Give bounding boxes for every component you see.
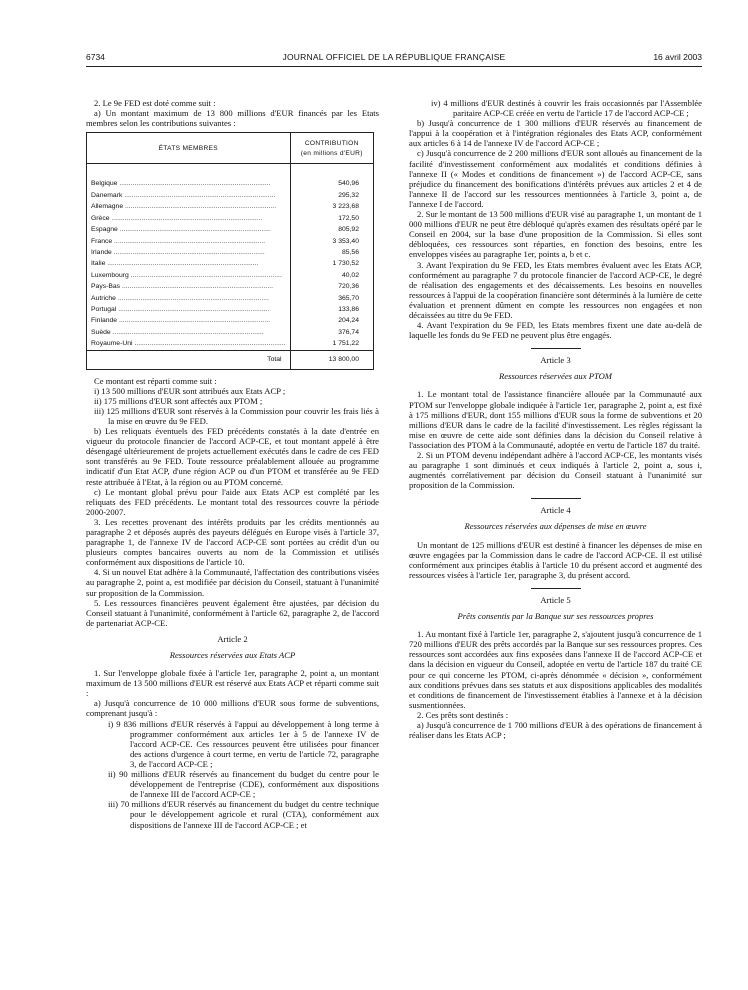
contribution-value: 720,36 (290, 281, 373, 292)
state-cell (87, 315, 291, 326)
leader-dots: ................................................................................ (116, 305, 270, 313)
state-cell (87, 190, 291, 201)
table-row (87, 281, 374, 292)
paragraph: b) Jusqu'à concurrence de 1 300 millions d'EUR réservés au financement de l'appui à la coopération et à l'intégration régionales des Etats ACP, conformément aux articles 6 à 14 de l'annexe IV de l'accord ACP-CE ; (409, 118, 702, 149)
state-name: Suède (91, 328, 111, 336)
leader-dots: ................................................................................ (111, 248, 265, 256)
paragraph: 2. Si un PTOM devenu indépendant adhère à l'accord ACP-CE, les montants visés au paragraphe 1 sont diminués et ceux indiqués à l'article 2, point a, sous i, augmentés corrélativement par décision du Conseil statuant à l'unanimité sur proposition de la Commission. (409, 450, 702, 491)
table-header-states: ÉTATS MEMBRES (87, 133, 291, 164)
contribution-value: 172,50 (290, 213, 373, 224)
contribution-value: 3 353,40 (290, 236, 373, 247)
state-name: Portugal (91, 305, 117, 313)
section-divider (531, 498, 581, 499)
article-heading: Article 5 (540, 594, 571, 605)
paragraph: c) Le montant global prévu pour l'aide aux Etats ACP est complété par les reliquats des FED précédents. Le montant total des ressources couvre la période 2000-2007. (86, 486, 379, 517)
list-item: iii) 125 millions d'EUR sont réservés à la Commission pour couvrir les frais liés à la mise en œuvre du 9e FED. (94, 405, 379, 426)
table-row (87, 304, 374, 315)
article-title: Ressources réservées aux dépenses de mise en œuvre (464, 521, 647, 532)
table-body (87, 164, 374, 350)
paragraph: 1. Le montant total de l'assistance financière allouée par la Communauté aux PTOM sur l'enveloppe globale indiquée à l'article 1er, paragraphe 2, point a, est fixé à 175 millions d'EUR, dont 155 millions d'EUR sous la forme de subventions et 20 millions d'EUR dans le cadre de la facilité d'investissement. Les règles régissant la mise en œuvre de cette aide sont définies dans la décision du Conseil relative à l'association des PTOM à la Communauté, adoptée en vertu de l'article 187 du traité. (409, 389, 702, 450)
state-name: Luxembourg (91, 271, 129, 279)
paragraph: b) Les reliquats éventuels des FED précédents constatés à la date d'entrée en vigueur du protocole financier de l'accord ACP-CE, et tout montant appelé à être désengagé ultérieurement de projets actuellement exécutés dans le cadre de ces FED sont transférés au 9e FED. Toute ressource préalablement allouée au programme indicatif d'un Etat ACP, d'une région ACP ou d'un PTOM et transférée au 9e FED reste attribuée à l'Etat, à la région ou au PTOM concerné. (86, 426, 379, 487)
section-divider (531, 348, 581, 349)
list-item: ii) 175 millions d'EUR sont affectés aux PTOM ; (94, 395, 263, 406)
table-row (87, 190, 374, 201)
state-cell (87, 327, 291, 338)
table-row (87, 247, 374, 258)
paragraph: Ce montant est réparti comme suit : (94, 375, 217, 386)
state-cell (87, 281, 291, 292)
page-header (86, 52, 702, 66)
state-cell (87, 338, 291, 350)
paragraph: a) Jusqu'à concurrence de 1 700 millions d'EUR à des opérations de financement à réaliser dans les Etats ACP ; (409, 719, 702, 741)
paragraph: 2. Le 9e FED est doté comme suit : (94, 98, 216, 108)
paragraph: 3. Avant l'expiration du 9e FED, les Etats membres évaluent avec les Etats ACP, conformément au paragraphe 7 du protocole financier de l'accord ACP-CE, le degré de réalisation des engagements et des décaissements. Les besoins en nouvelles ressources à l'appui de la coopération financière sont déterminés à la lumière de cette évaluation et prennent dûment en compte les ressources non engagées et non décaissées au titre du 9e FED. (409, 259, 702, 320)
right-column (409, 98, 702, 740)
leader-dots: ................................................................................ (120, 283, 274, 291)
state-cell (87, 213, 291, 224)
paragraph: 4. Si un nouvel Etat adhère à la Communauté, l'affectation des contributions visées au paragraphe 2, point a, est modifiée par décision du Conseil, statuant à l'unanimité sur proposition de la Commission. (86, 567, 379, 598)
state-name: Royaume-Uni (91, 340, 133, 348)
table-row (87, 293, 374, 304)
state-name: France (91, 237, 113, 245)
leader-dots: ................................................................................ (110, 328, 264, 336)
paragraph: 5. Les ressources financières peuvent également être ajustées, par décision du Conseil statuant à l'unanimité, conformément à l'article 62, paragraphe 2, de l'accord de partenariat ACP-CE. (86, 597, 379, 628)
list-item: iii) 70 millions d'EUR réservés au financement du budget du centre technique pour le développement agricole et rural (CTA), conformément aux dispositions de l'annexe III de l'accord ACP-CE ; et (108, 799, 379, 830)
state-cell (87, 304, 291, 315)
left-column (86, 98, 379, 830)
total-value: 13 800,00 (290, 350, 373, 369)
state-name: Grèce (91, 214, 110, 222)
state-name: Autriche (91, 294, 116, 302)
article-heading: Article 4 (540, 505, 571, 516)
state-cell (87, 236, 291, 247)
paragraph: 3. Les recettes provenant des intérêts produits par les crédits mentionnés au paragraphe 2 et déposés auprès des payeurs délégués en Europe visés à l'article 37, paragraphe 1, de l'annexe IV de l'accord ACP-CE sont portées au crédit d'un ou plusieurs comptes bancaires ouverts au nom de la Commission et utilisés conformément aux dispositions de l'article 10. (86, 516, 379, 568)
contribution-value: 133,86 (290, 304, 373, 315)
article-heading: Article 2 (217, 633, 248, 644)
leader-dots: ................................................................................ (117, 180, 271, 188)
state-name: Espagne (91, 226, 118, 234)
state-name: Belgique (91, 180, 118, 188)
leader-dots: ................................................................................ (112, 237, 266, 245)
leader-dots: ................................................................................ (105, 260, 259, 268)
contribution-value: 40,02 (290, 270, 373, 281)
state-name: Irlande (91, 248, 112, 256)
state-name: Pays-Bas (91, 283, 121, 291)
header-rule (86, 66, 702, 67)
paragraph: 2. Sur le montant de 13 500 millions d'EUR visé au paragraphe 1, un montant de 1 000 millions d'EUR ne peut être débloqué qu'après examen des résultats opéré par le Conseil en 2004, sur la base d'une proposition de la Commission. Si elles sont débloquées, ces ressources sont réparties, en fonction des besoins, entre les enveloppes visées au paragraphe 1er, points a, b et c. (409, 209, 702, 260)
paragraph: 4. Avant l'expiration du 9e FED, les Etats membres fixent une date au-delà de laquelle les fonds du 9e FED ne peuvent plus être engagés. (409, 320, 702, 341)
contribution-value: 295,32 (290, 190, 373, 201)
contribution-value: 365,70 (290, 293, 373, 304)
table-row (87, 315, 374, 326)
leader-dots: ................................................................................ (123, 203, 277, 211)
paragraph: c) Jusqu'à concurrence de 2 200 millions d'EUR sont alloués au financement de la facilité d'investissement conformément aux modalités et conditions définies à l'annexe II (« Modes et conditions de financement ») de l'accord ACP-CE, sans préjudice du financement des bonifications d'intérêts prévues aux articles 2 et 4 de l'annexe II de l'accord sur les ressources mentionnées à l'article 3, point a, de l'annexe I de l'accord. (409, 148, 702, 209)
table-row (87, 201, 374, 212)
leader-dots: ................................................................................ (115, 294, 269, 302)
state-name: Allemagne (91, 203, 124, 211)
contributions-table (86, 132, 374, 369)
contribution-value: 1 751,22 (290, 338, 373, 350)
list-item: i) 9 836 millions d'EUR réservés à l'appui au développement à long terme à programmer conformément aux articles 1er à 5 de l'annexe IV de l'accord ACP-CE. Ces ressources peuvent être utilisées pour financer des actions d'urgence à court terme, en vertu de l'article 72, paragraphe 3, de l'accord ACP-CE ; (108, 718, 379, 769)
leader-dots: ................................................................................ (117, 226, 271, 234)
contribution-value: 376,74 (290, 327, 373, 338)
table-row (87, 224, 374, 235)
table-row (87, 258, 374, 269)
table-row (87, 270, 374, 281)
contribution-value: 3 223,68 (290, 201, 373, 212)
table-header-contribution: CONTRIBUTION (en millions d'EUR) (290, 133, 373, 164)
paragraph: 2. Ces prêts sont destinés : (417, 709, 509, 720)
state-cell (87, 270, 291, 281)
issue-date: 16 avril 2003 (653, 52, 702, 62)
leader-dots: ................................................................................ (128, 271, 282, 279)
state-name: Finlande (91, 317, 118, 325)
state-name: Danemark (91, 191, 123, 199)
state-cell (87, 258, 291, 269)
leader-dots: ................................................................................ (132, 340, 286, 348)
table-row (87, 327, 374, 338)
state-cell (87, 201, 291, 212)
leader-dots: ................................................................................ (109, 214, 263, 222)
paragraph: 1. Sur l'enveloppe globale fixée à l'article 1er, paragraphe 2, point a, un montant maximum de 13 500 millions d'EUR est réservé aux Etats ACP et réparti comme suit : (86, 668, 379, 699)
state-cell (87, 178, 291, 189)
contribution-value: 805,92 (290, 224, 373, 235)
table-total-row (87, 350, 374, 369)
article-title: Prêts consentis par la Banque sur ses ressources propres (457, 611, 654, 622)
paragraph: 1. Au montant fixé à l'article 1er, paragraphe 2, s'ajoutent jusqu'à concurrence de 1 720 millions d'EUR des prêts accordés par la Banque sur ses ressources propres. Ces ressources sont accordées aux fins exposées dans l'annexe II de l'accord ACP-CE et dans la décision en vigueur du Conseil, adoptée en vertu de l'article 187 du traité CE pour ce qui concerne les PTOM, ci-après dénommée « décision », conformément aux conditions prévues dans ses statuts et aux dispositions applicables des modalités et conditions de financement de l'investissement établies à l'annexe et à la décision susmentionnées. (409, 629, 702, 710)
state-name: Italie (91, 260, 106, 268)
leader-dots: ................................................................................ (122, 191, 276, 199)
leader-dots: ................................................................................ (117, 317, 271, 325)
contribution-value: 1 730,52 (290, 258, 373, 269)
article-title: Ressources réservées aux Etats ACP (169, 650, 296, 660)
paragraph: a) Jusqu'à concurrence de 10 000 millions d'EUR sous forme de subventions, comprenant jusqu'à : (86, 698, 379, 719)
article-title: Ressources réservées aux PTOM (499, 371, 612, 382)
paragraph: a) Un montant maximum de 13 800 millions d'EUR financés par les Etats membres selon les contributions suivantes : (86, 108, 379, 129)
list-item: i) 13 500 millions d'EUR sont attribués aux Etats ACP ; (94, 385, 286, 396)
state-cell (87, 247, 291, 258)
table-row (87, 213, 374, 224)
article-heading: Article 3 (540, 355, 571, 366)
list-item: iv) 4 millions d'EUR destinés à couvrir les frais occasionnés par l'Assemblée paritaire ACP-CE créée en vertu de l'article 17 de l'accord ACP-CE ; (431, 98, 702, 119)
state-cell (87, 224, 291, 235)
section-divider (531, 588, 581, 589)
journal-title: JOURNAL OFFICIEL DE LA RÉPUBLIQUE FRANÇAISE (282, 52, 506, 62)
table-row (87, 178, 374, 189)
page-number: 6734 (86, 52, 105, 62)
total-label: Total (87, 350, 291, 369)
contribution-value: 204,24 (290, 315, 373, 326)
contribution-value: 540,96 (290, 178, 373, 189)
list-item: ii) 90 millions d'EUR réservés au financement du budget du centre pour le développement de l'entreprise (CDE), conformément aux dispositions de l'annexe III de l'accord ACP-CE ; (108, 769, 379, 800)
state-cell (87, 293, 291, 304)
table-row (87, 338, 374, 350)
contribution-value: 85,56 (290, 247, 373, 258)
paragraph: Un montant de 125 millions d'EUR est destiné à financer les dépenses de mise en œuvre engagées par la Commission dans le cadre de l'accord ACP-CE. Il est utilisé conformément aux principes établis à l'article 10 du présent accord et augmenté des ressources visées à l'article 1er, paragraphe 3, du présent accord. (409, 539, 702, 580)
table-row (87, 236, 374, 247)
